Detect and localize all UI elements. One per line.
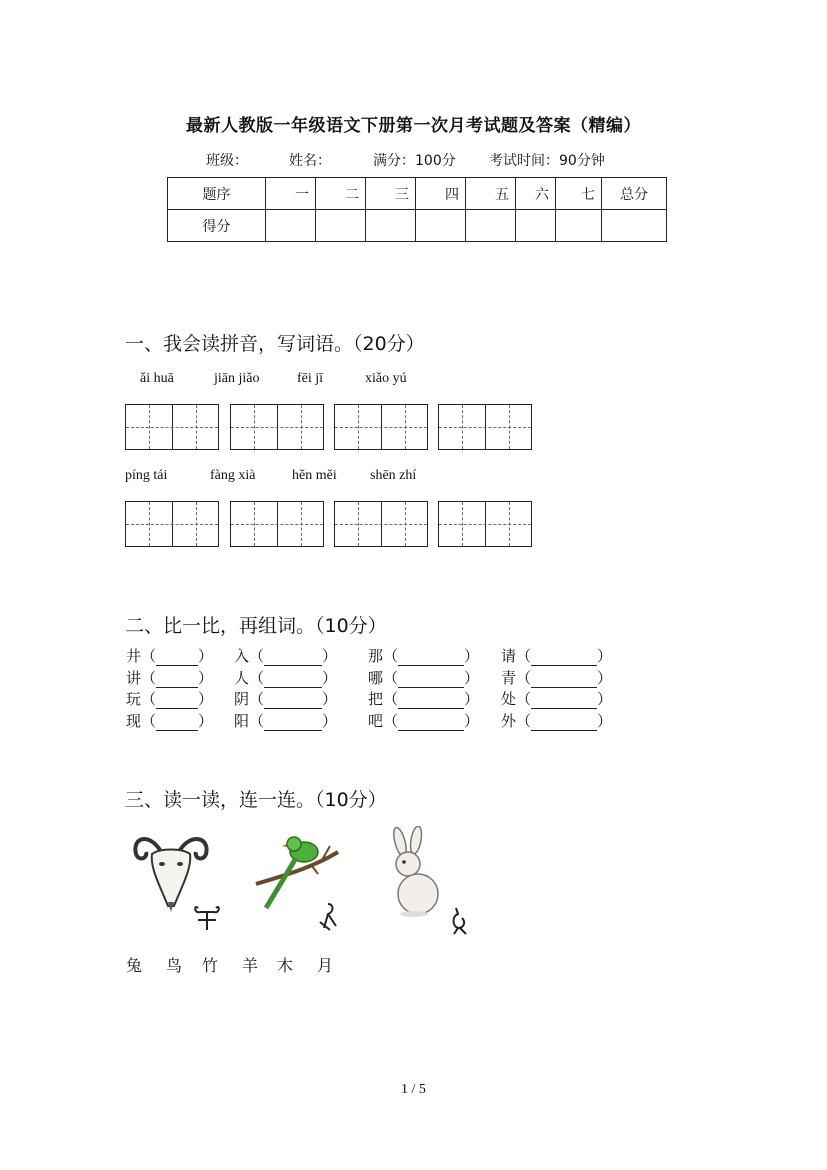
pinyin-1-1: ǎi huā xyxy=(140,371,174,386)
paren-close: ） xyxy=(322,669,338,687)
answer-blank[interactable] xyxy=(398,674,464,688)
score-cell-total: 总分 xyxy=(602,178,667,210)
compare-char: 井 xyxy=(126,647,142,665)
paren-open: （ xyxy=(516,647,532,665)
paren-close: ） xyxy=(198,690,214,708)
score-table-header-row xyxy=(168,178,667,210)
paren-open: （ xyxy=(383,690,399,708)
compare-item xyxy=(368,667,479,688)
ancient-sheep-glyph-icon xyxy=(192,902,222,932)
compare-item xyxy=(126,688,213,709)
exam-time-label: 考试时间：90分钟 xyxy=(489,153,605,169)
compare-char: 现 xyxy=(126,712,142,730)
char-choice[interactable]: 兔 xyxy=(126,956,143,975)
score-cell-label: 题序 xyxy=(168,178,266,210)
score-cell-3: 三 xyxy=(366,178,416,210)
compare-item xyxy=(234,645,337,666)
compare-char: 人 xyxy=(234,669,250,687)
compare-char: 青 xyxy=(501,669,517,687)
writing-grid[interactable] xyxy=(334,501,428,547)
paren-open: （ xyxy=(249,712,265,730)
compare-item xyxy=(501,645,612,666)
pinyin-2-2: fàng xià xyxy=(210,468,256,483)
score-input-cell[interactable] xyxy=(466,210,516,242)
compare-char: 请 xyxy=(501,647,517,665)
pinyin-1-4: xiǎo yú xyxy=(365,371,407,386)
paren-open: （ xyxy=(516,690,532,708)
paren-open: （ xyxy=(383,712,399,730)
paren-open: （ xyxy=(141,669,157,687)
score-input-cell[interactable] xyxy=(416,210,466,242)
answer-blank[interactable] xyxy=(398,695,464,709)
writing-grid[interactable] xyxy=(230,404,324,450)
paren-close: ） xyxy=(322,712,338,730)
pinyin-2-1: píng tái xyxy=(125,468,168,483)
paren-close: ） xyxy=(597,712,613,730)
score-table-score-row xyxy=(168,210,667,242)
compare-char: 外 xyxy=(501,712,517,730)
paren-close: ） xyxy=(198,712,214,730)
compare-char: 阳 xyxy=(234,712,250,730)
paren-open: （ xyxy=(516,712,532,730)
paren-close: ） xyxy=(322,647,338,665)
score-cell-4: 四 xyxy=(416,178,466,210)
ancient-rabbit-glyph-icon xyxy=(448,904,470,938)
page-title: 最新人教版一年级语文下册第一次月考试题及答案（精编） xyxy=(186,116,641,136)
answer-blank[interactable] xyxy=(264,652,322,666)
compare-item xyxy=(234,688,337,709)
full-score-label: 满分：100分 xyxy=(373,153,456,169)
ancient-bird-glyph-icon xyxy=(316,900,342,932)
score-input-cell[interactable] xyxy=(602,210,667,242)
pinyin-1-3: fēi jī xyxy=(297,371,324,386)
paren-open: （ xyxy=(249,690,265,708)
compare-char: 哪 xyxy=(368,669,384,687)
score-row-label: 得分 xyxy=(168,210,266,242)
section1-heading: 一、我会读拼音，写词语。（20分） xyxy=(125,333,425,355)
page-number: 1 / 5 xyxy=(401,1082,426,1097)
paren-close: ） xyxy=(597,669,613,687)
compare-item xyxy=(501,688,612,709)
writing-grid[interactable] xyxy=(438,501,532,547)
compare-char: 把 xyxy=(368,690,384,708)
answer-blank[interactable] xyxy=(531,674,597,688)
pinyin-1-2: jiān jiǎo xyxy=(214,371,260,386)
section3-heading: 三、读一读，连一连。（10分） xyxy=(125,789,387,811)
score-input-cell[interactable] xyxy=(316,210,366,242)
compare-item xyxy=(368,710,479,731)
answer-blank[interactable] xyxy=(531,695,597,709)
paren-open: （ xyxy=(249,669,265,687)
score-cell-7: 七 xyxy=(556,178,602,210)
char-choice[interactable]: 鸟 xyxy=(166,956,183,975)
compare-item xyxy=(126,645,213,666)
answer-blank[interactable] xyxy=(156,674,198,688)
answer-blank[interactable] xyxy=(531,652,597,666)
answer-blank[interactable] xyxy=(264,717,322,731)
answer-blank[interactable] xyxy=(531,717,597,731)
score-cell-1: 一 xyxy=(266,178,316,210)
rabbit-image xyxy=(384,826,444,918)
paren-open: （ xyxy=(141,690,157,708)
char-choice[interactable]: 月 xyxy=(317,956,334,975)
score-cell-2: 二 xyxy=(316,178,366,210)
name-label: 姓名： xyxy=(289,153,331,169)
compare-char: 玩 xyxy=(126,690,142,708)
compare-item xyxy=(368,645,479,666)
compare-item xyxy=(234,710,337,731)
compare-char: 阴 xyxy=(234,690,250,708)
pinyin-2-4: shēn zhí xyxy=(370,468,417,483)
paren-close: ） xyxy=(464,647,480,665)
writing-grid[interactable] xyxy=(125,404,219,450)
answer-blank[interactable] xyxy=(156,717,198,731)
section2-heading: 二、比一比，再组词。（10分） xyxy=(125,615,387,637)
paren-open: （ xyxy=(249,647,265,665)
compare-char: 入 xyxy=(234,647,250,665)
paren-close: ） xyxy=(464,712,480,730)
paren-close: ） xyxy=(464,669,480,687)
char-choice[interactable]: 木 xyxy=(277,956,294,975)
answer-blank[interactable] xyxy=(156,652,198,666)
compare-item xyxy=(126,667,213,688)
score-input-cell[interactable] xyxy=(516,210,556,242)
paren-close: ） xyxy=(597,690,613,708)
answer-blank[interactable] xyxy=(398,652,464,666)
answer-blank[interactable] xyxy=(398,717,464,731)
paren-close: ） xyxy=(464,690,480,708)
score-input-cell[interactable] xyxy=(556,210,602,242)
answer-blank[interactable] xyxy=(264,674,322,688)
writing-grid[interactable] xyxy=(125,501,219,547)
compare-item xyxy=(234,667,337,688)
score-input-cell[interactable] xyxy=(266,210,316,242)
score-table xyxy=(167,177,667,242)
paren-open: （ xyxy=(141,712,157,730)
paren-close: ） xyxy=(597,647,613,665)
paren-open: （ xyxy=(383,669,399,687)
paren-close: ） xyxy=(322,690,338,708)
paren-close: ） xyxy=(198,669,214,687)
writing-grid[interactable] xyxy=(438,404,532,450)
writing-grid[interactable] xyxy=(334,404,428,450)
paren-close: ） xyxy=(198,647,214,665)
compare-char: 讲 xyxy=(126,669,142,687)
score-input-cell[interactable] xyxy=(366,210,416,242)
compare-char: 处 xyxy=(501,690,517,708)
writing-grid[interactable] xyxy=(230,501,324,547)
pinyin-2-3: hěn měi xyxy=(292,468,337,483)
score-cell-6: 六 xyxy=(516,178,556,210)
compare-char: 那 xyxy=(368,647,384,665)
compare-item xyxy=(368,688,479,709)
compare-item xyxy=(501,710,612,731)
compare-item xyxy=(501,667,612,688)
answer-blank[interactable] xyxy=(264,695,322,709)
character-choices xyxy=(126,953,333,976)
paren-open: （ xyxy=(516,669,532,687)
answer-blank[interactable] xyxy=(156,695,198,709)
char-choice[interactable]: 竹 xyxy=(202,956,219,975)
class-label: 班级： xyxy=(206,153,248,169)
paren-open: （ xyxy=(383,647,399,665)
char-choice[interactable]: 羊 xyxy=(242,956,259,975)
compare-char: 吧 xyxy=(368,712,384,730)
compare-item xyxy=(126,710,213,731)
paren-open: （ xyxy=(141,647,157,665)
score-cell-5: 五 xyxy=(466,178,516,210)
